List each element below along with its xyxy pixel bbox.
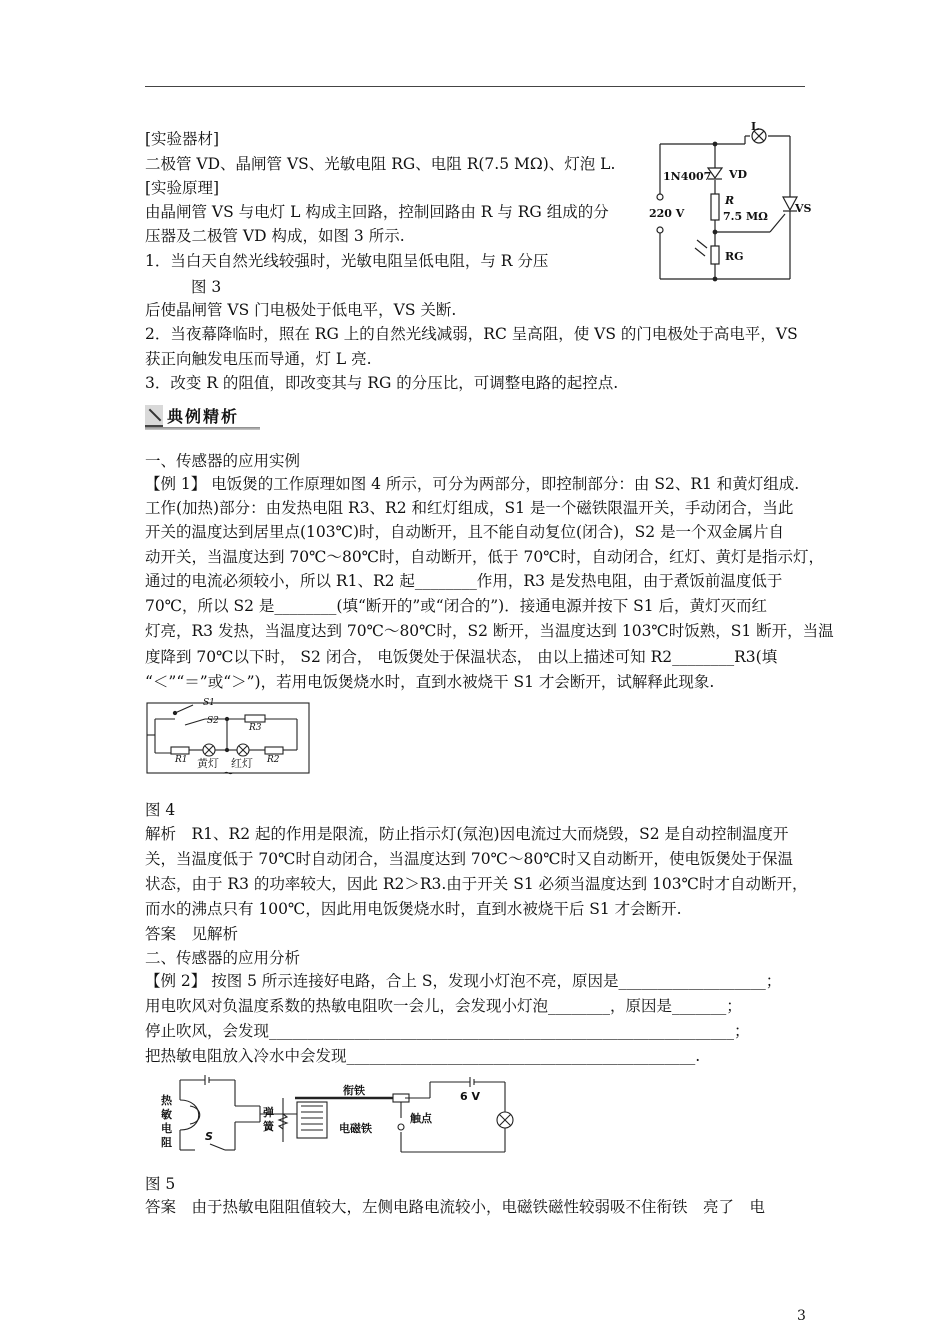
text-line: 1．当白天自然光线较强时，光敏电阻呈低电阻，与 R 分压 [145, 252, 549, 270]
text-line: 状态，由于 R3 的功率较大，因此 R2＞R3.由于开关 S1 必须当温度达到 103℃时才自动断开， [145, 875, 808, 893]
r-label: R [725, 194, 735, 207]
r3-label: R3 [249, 723, 262, 733]
switch-label: S [205, 1130, 213, 1143]
yellow-lamp-label: 黄灯 [197, 757, 219, 770]
s1-label: S1 [203, 698, 215, 708]
text-line: 70℃，所以 S2 是________(填“断开的”或“闭合的”)．接通电源并按下 S1 后，黄灯灭而红 [145, 597, 768, 615]
page-number: 3 [797, 1308, 806, 1324]
text-line: 由晶闸管 VS 与电灯 L 构成主回路，控制回路由 R 与 RG 组成的分 [145, 203, 609, 221]
text-line: 一、传感器的应用实例 [145, 452, 301, 470]
magnet-label: 电磁铁 [339, 1122, 372, 1135]
text-line: 而水的沸点只有 100℃，因此用电饭煲烧水时，直到水被烧干后 S1 才会断开. [145, 900, 682, 918]
text-line: 工作(加热)部分：由发热电阻 R3、R2 和红灯组成，S1 是一个磁铁限温开关，手动闭合，当此 [145, 499, 794, 517]
s2-label: S2 [207, 716, 219, 726]
vs-label: VS [795, 202, 812, 215]
r-value: 7.5 MΩ [723, 210, 768, 223]
figure-4-circuit [145, 695, 315, 777]
text-line: 答案 由于热敏电阻阻值较大，左侧电路电流较小，电磁铁磁性较弱吸不住衔铁 亮了 电 [145, 1198, 766, 1216]
text-line: 二极管 VD、晶闸管 VS、光敏电阻 RG、电阻 R(7.5 MΩ)、灯泡 L. [145, 155, 616, 173]
text-line: 解析 R1、R2 起的作用是限流，防止指示灯(氖泡)因电流过大而烧毁，S2 是自动控制温度开 [145, 825, 789, 843]
vd-label: VD [729, 168, 748, 181]
text-line: 关，当温度低于 70℃时自动闭合，当温度达到 70℃～80℃时又自动断开，使电饭煲处于保温 [145, 850, 794, 868]
figure-caption: 图 3 [191, 278, 222, 296]
red-lamp-label: 红灯 [231, 757, 253, 770]
text-line: 开关的温度达到居里点(103℃)时，自动断开，且不能自动复位(闭合)，S2 是一个双金属片自 [145, 523, 785, 541]
r1-label: R1 [175, 755, 188, 765]
text-line: 度降到 70℃以下时， S2 闭合， 电饭煲处于保温状态， 由以上描述可知 R2________R3(填 [145, 648, 778, 666]
section-title: 典例精析 [167, 407, 240, 426]
text-line: “＜”“＝”或“＞”)，若用电饭煲烧水时，直到水被烧干 S1 才会断开，试解释此现象. [145, 673, 715, 691]
figure-caption: 图 4 [145, 801, 176, 819]
text-line: 通过的电流必须较小，所以 R1、R2 起________作用，R3 是发热电阻，由于煮饭前温度低于 [145, 572, 783, 590]
text-line: 后使晶闸管 VS 门电极处于低电平，VS 关断. [145, 301, 457, 319]
text-line: 用电吹风对负温度系数的热敏电阻吹一会儿，会发现小灯泡________，原因是_______； [145, 997, 742, 1015]
battery-label: 6 V [460, 1090, 480, 1103]
figure-3-circuit [645, 122, 815, 284]
text-line: 动开关，当温度达到 70℃～80℃时，自动断开，低于 70℃时，自动闭合，红灯、黄灯是指示灯， [145, 548, 825, 566]
text-line: 【例 1】 电饭煲的工作原理如图 4 所示，可分为两部分，即控制部分：由 S2、R1 和黄灯组成. [145, 475, 800, 493]
text-line: [实验器材] [145, 130, 220, 148]
text-line: 获正向触发电压而导通，灯 L 亮. [145, 350, 372, 368]
text-line: 2．当夜幕降临时，照在 RG 上的自然光线减弱，RC 呈高阻，使 VS 的门电极处于高电平，VS [145, 325, 798, 343]
text-line: 灯亮，R3 发热，当温度达到 70℃～80℃时，S2 断开，当温度达到 103℃时饭熟，S1 断开，当温 [145, 622, 834, 640]
spring-char-1: 弹 [263, 1106, 274, 1119]
diode-label: 1N4007 [663, 170, 712, 183]
text-line: 【例 2】 按图 5 所示连接好电路，合上 S，发现小灯泡不亮，原因是___________________； [145, 972, 782, 990]
text-line: 二、传感器的应用分析 [145, 949, 301, 967]
rg-label: RG [725, 250, 744, 263]
text-line: 3．改变 R 的阻值，即改变其与 RG 的分压比，可调整电路的起控点. [145, 374, 619, 392]
text-line: 压器及二极管 VD 构成，如图 3 所示. [145, 227, 405, 245]
thermistor-char-3: 电 [161, 1122, 172, 1135]
text-line: [实验原理] [145, 179, 220, 197]
contact-label: 触点 [410, 1112, 432, 1125]
section-icon [145, 405, 163, 427]
spring-char-2: 簧 [263, 1120, 274, 1133]
text-line: 把热敏电阻放入冷水中会发现_____________________________________________. [145, 1047, 701, 1065]
figure-5-circuit [155, 1072, 525, 1158]
source-label: 220 V [649, 207, 685, 220]
text-line: 停止吹风，会发现____________________________________________________________； [145, 1022, 750, 1040]
thermistor-char-4: 阻 [161, 1136, 172, 1149]
figure-caption: 图 5 [145, 1175, 176, 1193]
armature-label: 衔铁 [343, 1084, 365, 1097]
lamp-label: L [751, 122, 759, 133]
thermistor-char-1: 热 [161, 1094, 172, 1107]
ac-symbol: ～ [223, 767, 234, 777]
thermistor-char-2: 敏 [161, 1108, 172, 1121]
section-header [145, 403, 805, 429]
section-underline [145, 427, 260, 430]
r2-label: R2 [267, 755, 280, 765]
text-line: 答案 见解析 [145, 925, 239, 943]
header-rule [145, 86, 805, 87]
